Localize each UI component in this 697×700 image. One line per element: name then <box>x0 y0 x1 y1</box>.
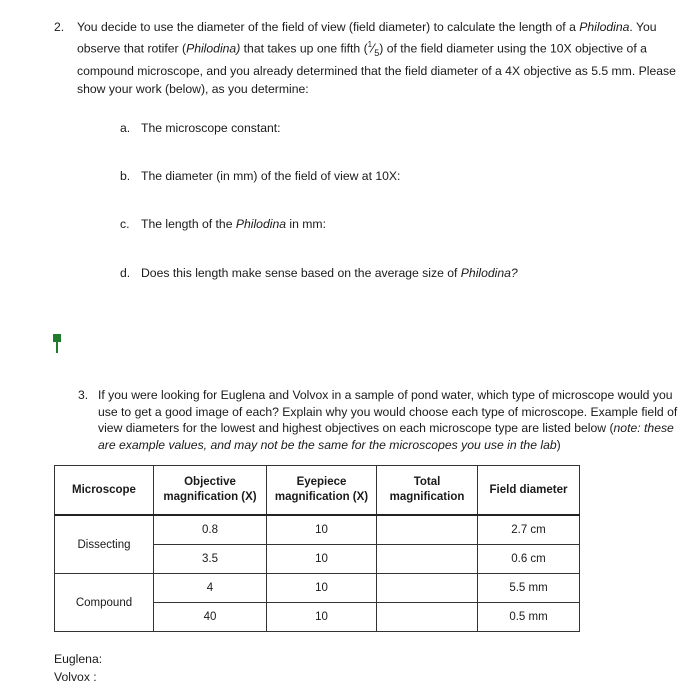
table-header-row <box>55 466 580 516</box>
eyepiece-cell: 10 <box>267 545 377 574</box>
euglena-label: Euglena: <box>54 652 103 666</box>
eyepiece-cell: 10 <box>267 515 377 545</box>
item-b: b. The diameter (in mm) of the field of view at 10X: <box>120 169 401 183</box>
answers <box>54 650 102 686</box>
question-number: 3. <box>78 388 89 402</box>
header-total: Total magnification <box>377 466 478 516</box>
question-number: 2. <box>54 20 65 34</box>
question-2 <box>54 18 684 98</box>
field-diameter-cell: 2.7 cm <box>478 515 580 545</box>
volvox-label: Volvox : <box>54 670 97 684</box>
header-eyepiece: Eyepiece magnification (X) <box>267 466 377 516</box>
question-2-text: You decide to use the diameter of the field of view (field diameter) to calculate the length of a Philodina. You observe that rotifer (Philodina) that takes up one fifth $(^1⁄_5)$ of the field diameter using the 10X objective of a compound microscope, and you already determined that the field diameter of a 4X objective as 5.5 mm. Please show your work (below), as you determine: <box>77 20 676 96</box>
total-magnification-cell[interactable] <box>377 574 478 603</box>
objective-cell: 40 <box>154 603 267 632</box>
total-magnification-cell[interactable] <box>377 515 478 545</box>
item-c: c. The length of the Philodina in mm: <box>120 217 326 231</box>
header-microscope: Microscope <box>55 466 154 516</box>
header-objective: Objective magnification (X) <box>154 466 267 516</box>
item-d: d. Does this length make sense based on the average size of Philodina? <box>120 266 518 280</box>
total-magnification-cell[interactable] <box>377 545 478 574</box>
objective-cell: 3.5 <box>154 545 267 574</box>
objective-cell: 4 <box>154 574 267 603</box>
microscope-cell: Dissecting <box>55 515 154 574</box>
item-a: a. The microscope constant: <box>120 121 281 135</box>
question-3-text: If you were looking for Euglena and Volvox in a sample of pond water, which type of microscope would you use to get a good image of each? Explain why you would choose each type of microscope. Example field of view diameters for the lowest and highest objectives on each microscope type are listed below (note: these are example values, and may not be the same for the microscopes you use in the lab) <box>98 388 678 452</box>
header-field-diameter: Field diameter <box>478 466 580 516</box>
microscope-table <box>54 465 580 632</box>
eyepiece-cell: 10 <box>267 603 377 632</box>
comment-marker-stem <box>56 341 58 353</box>
field-diameter-cell: 0.6 cm <box>478 545 580 574</box>
question-3 <box>78 387 678 453</box>
objective-cell: 0.8 <box>154 515 267 545</box>
one-fifth-fraction: $^1⁄_5$ <box>367 40 380 58</box>
field-diameter-cell: 0.5 mm <box>478 603 580 632</box>
table-row <box>55 574 580 603</box>
total-magnification-cell[interactable] <box>377 603 478 632</box>
eyepiece-cell: 10 <box>267 574 377 603</box>
table-row <box>55 515 580 545</box>
microscope-cell: Compound <box>55 574 154 632</box>
field-diameter-cell: 5.5 mm <box>478 574 580 603</box>
